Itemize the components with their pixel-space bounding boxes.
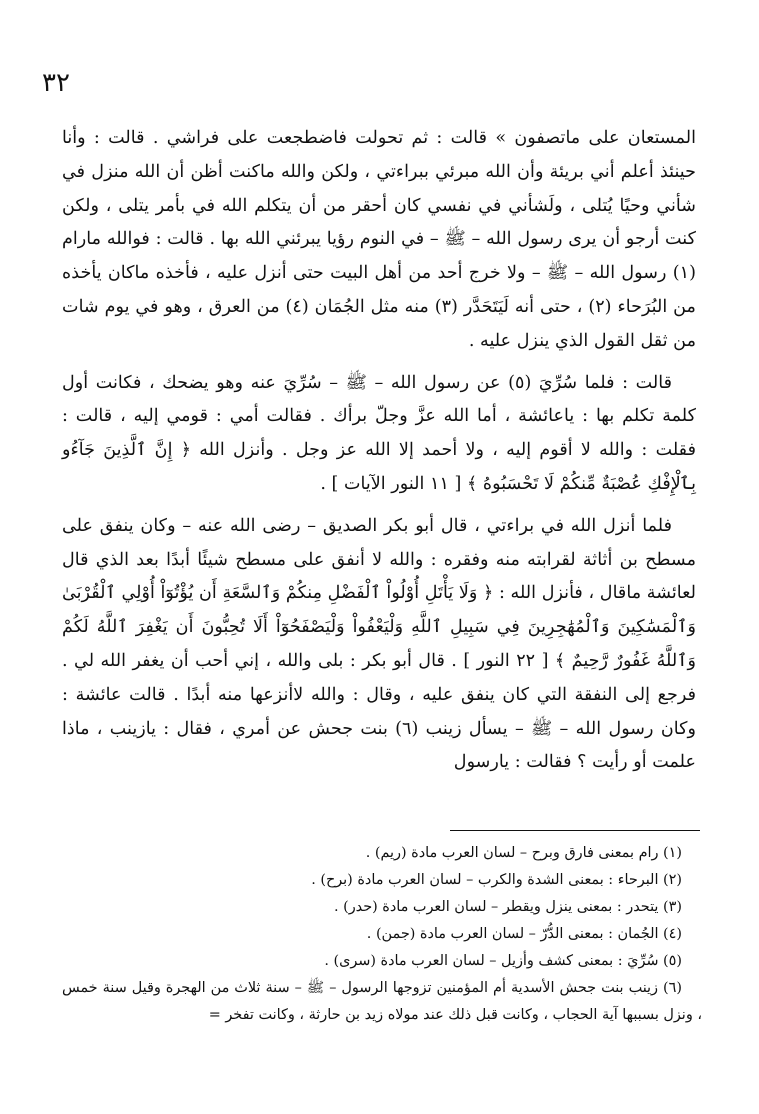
page-number: ٣٢ — [42, 68, 70, 98]
footnote-4: (٤) الجُمان : بمعنى الدُّرّ – لسان العرب مادة (جمن) . — [366, 926, 682, 942]
footnote-2: (٢) البرحاء : بمعنى الشدة والكرب – لسان العرب مادة (برح) . — [311, 872, 682, 888]
footnotes — [62, 840, 702, 1029]
footnote-divider — [450, 830, 700, 831]
body-text — [62, 122, 696, 780]
footnote-3: (٣) يتحدر : بمعنى ينزل ويقطر – لسان العرب مادة (حدر) . — [333, 899, 682, 915]
paragraph-3: فلما أنزل الله في براءتي ، قال أبو بكر الصديق – رضى الله عنه – وكان ينفق على مسطح بن أثاثة لقرابته منه وفقره : والله لا أنفق على مسطح شيئًا أبدًا بعد الذي قال لعائشة ماقال ، فأنزل الله : ﴿ وَلَا يَأْتَلِ أُوْلُواْ ٱلْفَضْلِ مِنكُمْ وَٱلسَّعَةِ أَن يُؤْتُوٓاْ أُوْلِي ٱلْقُرْبَىٰ وَٱلْمَسَٰكِينَ وَٱلْمُهَٰجِرِينَ فِي سَبِيلِ ٱللَّهِ وَلْيَعْفُواْ وَلْيَصْفَحُوٓاْ أَلَا تُحِبُّونَ أَن يَغْفِرَ ٱللَّهُ لَكُمْ وَٱللَّهُ غَفُورٌ رَّحِيمٌ ﴾ [ ٢٢ النور ] . قال أبو بكر : بلى والله ، إني أحب أن يغفر الله لي . فرجع إلى النفقة التي كان ينفق عليه ، وقال : والله لاأنزعها منه أبدًا . قالت عائشة : وكان رسول الله – ﷺ – يسأل زينب (٦) بنت جحش عن أمري ، فقال : يازينب ، ماذا علمت أو رأيت ؟ فقالت : يارسول — [62, 515, 696, 773]
paragraph-2: قالت : فلما سُرِّيَ (٥) عن رسول الله – ﷺ – سُرِّيَ عنه وهو يضحك ، فكانت أول كلمة تكلم بها : ياعائشة ، أما الله عزَّ وجلّ برأك . فقالت أمي : قومي إليه ، قالت : فقلت : والله لا أقوم إليه ، ولا أحمد إلا الله عز وجل . وأنزل الله ﴿ إِنَّ ٱلَّذِينَ جَآءُو بِٱلْإِفْكِ عُصْبَةٌ مِّنكُمْ لَا تَحْسَبُوهُ ﴾ [ ١١ النور الآيات ] . — [62, 372, 696, 494]
footnote-1: (١) رام بمعنى فارق وبرح – لسان العرب مادة (ريم) . — [365, 845, 682, 861]
paragraph-1: المستعان على ماتصفون » قالت : ثم تحولت فاضطجعت على فراشي . قالت : وأنا حينئذ أعلم أني بريئة وأن الله مبرئي ببراءتي ، ولكن والله ماكنت أظن أن الله منزل في شأني وحيًا يُتلى ، ولَشأني في نفسي كان أحقر من أن يتكلم الله في بأمر يتلى ، ولكن كنت أرجو أن يرى رسول الله – ﷺ – في النوم رؤيا يبرئني الله بها . قالت : فوالله مارام (١) رسول الله – ﷺ – ولا خرج أحد من أهل البيت حتى أنزل عليه ، فأخذه ماكان يأخذه من البُرَحاء (٢) ، حتى أنه لَيَتَحَدَّر (٣) منه مثل الجُمَان (٤) من العرق ، وهو في يوم شات من ثقل القول الذي ينزل عليه . — [62, 128, 696, 351]
footnote-6: (٦) زينب بنت جحش الأسدية أم المؤمنين تزوجها الرسول – ﷺ – سنة ثلاث من الهجرة وقيل سنة خمس ، ونزل بسببها آية الحجاب ، وكانت قبل ذلك عند مولاه زيد بن حارثة ، وكانت تفخر = — [62, 980, 702, 1023]
footnote-5: (٥) سُرِّيَ : بمعنى كشف وأزيل – لسان العرب مادة (سرى) . — [324, 953, 682, 969]
